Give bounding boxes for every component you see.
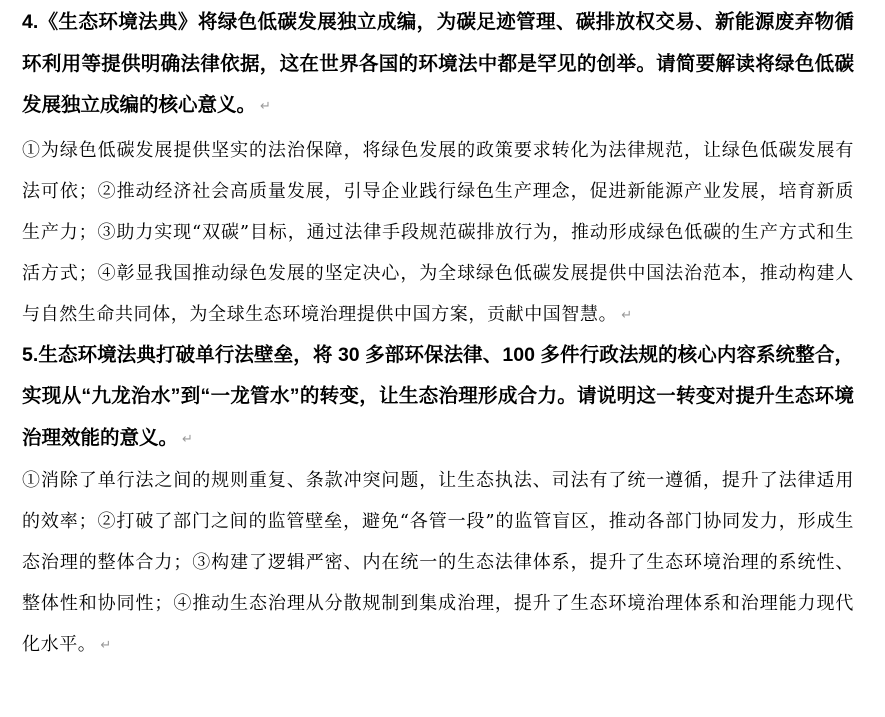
question-5-text: 5.生态环境法典打破单行法壁垒，将 30 多部环保法律、100 多件行政法规的核心内容系统整合，实现从“九龙治水”到“一龙管水”的转变，让生态治理形成合力。请说明这一转变对提升生态环境治理效能的意义。 bbox=[22, 343, 854, 449]
paragraph-mark-icon: ↵ bbox=[182, 431, 193, 447]
question-5 bbox=[22, 335, 854, 461]
question-4-text: 4.《生态环境法典》将绿色低碳发展独立成编，为碳足迹管理、碳排放权交易、新能源废弃物循环利用等提供明确法律依据，这在世界各国的环境法中都是罕见的创举。请简要解读将绿色低碳发展独立成编的核心意义。 bbox=[22, 11, 854, 116]
paragraph-mark-icon: ↵ bbox=[621, 307, 633, 323]
answer-4 bbox=[22, 130, 854, 336]
paragraph-mark-icon: ↵ bbox=[100, 638, 112, 653]
answer-5 bbox=[22, 460, 854, 666]
document-page bbox=[22, 0, 854, 666]
answer-5-text: ①消除了单行法之间的规则重复、条款冲突问题，让生态执法、司法有了统一遵循，提升了法律适用的效率；②打破了部门之间的监管壁垒，避免“各管一段”的监管盲区，推动各部门协同发力，形成生态治理的整体合力；③构建了逻辑严密、内在统一的生态法律体系，提升了生态环境治理的系统性、整体性和协同性；④推动生态治理从分散规制到集成治理，提升了生态环境治理体系和治理能力现代化水平。 bbox=[22, 470, 854, 655]
question-4 bbox=[22, 0, 854, 128]
answer-4-text: ①为绿色低碳发展提供坚实的法治保障，将绿色发展的政策要求转化为法律规范，让绿色低碳发展有法可依；②推动经济社会高质量发展，引导企业践行绿色生产理念，促进新能源产业发展，培育新质生产力；③助力实现“双碳”目标，通过法律手段规范碳排放行为，推动形成绿色低碳的生产方式和生活方式；④彰显我国推动绿色发展的坚定决心，为全球绿色低碳发展提供中国法治范本，推动构建人与自然生命共同体，为全球生态环境治理提供中国方案，贡献中国智慧。 bbox=[22, 139, 854, 325]
paragraph-mark-icon: ↵ bbox=[260, 99, 271, 114]
